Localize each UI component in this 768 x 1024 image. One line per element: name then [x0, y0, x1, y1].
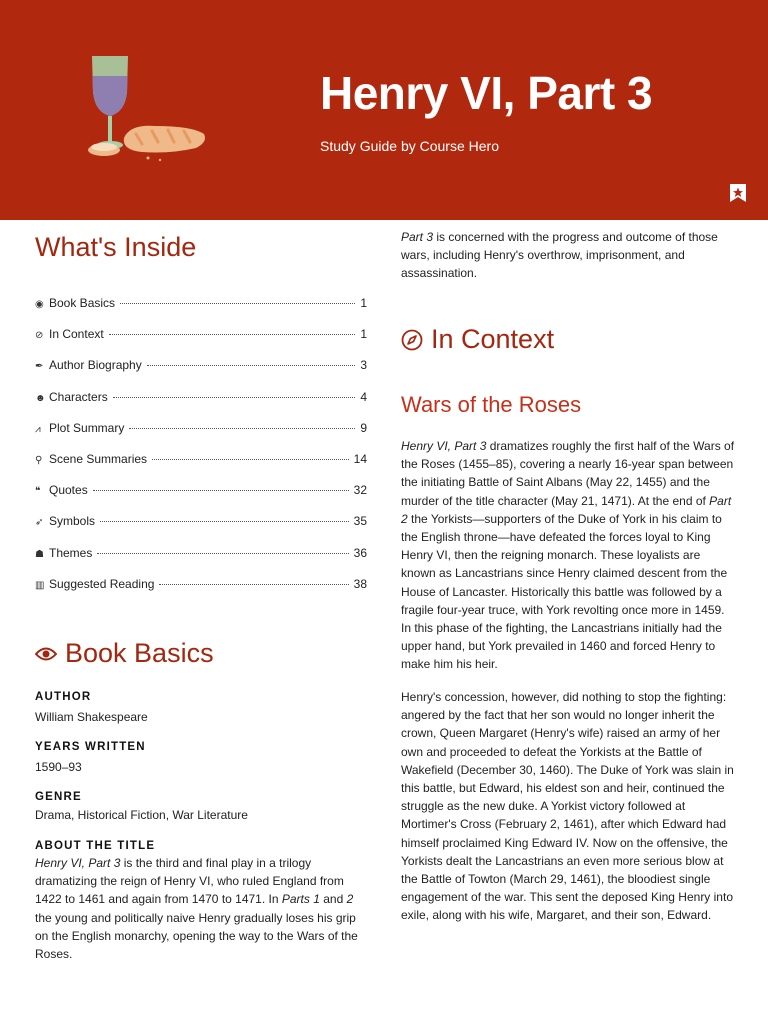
books-icon: ▥	[35, 579, 45, 591]
toc-page: 32	[353, 483, 367, 498]
book-basics-heading	[35, 638, 214, 669]
pen-nib-icon: ✒	[35, 361, 44, 373]
toc-label: Book Basics	[49, 296, 116, 310]
bookmark-star-icon[interactable]	[728, 183, 748, 203]
toc-leader	[120, 303, 355, 304]
toc-item-scene-summaries[interactable]	[35, 452, 367, 483]
toc-item-suggested-reading[interactable]	[35, 577, 367, 608]
toc-label: Characters	[49, 389, 108, 404]
compass-icon: ⊘	[35, 330, 44, 342]
genre-label: GENRE	[35, 791, 82, 803]
toc-label: Symbols	[49, 514, 96, 529]
toc-item-book-basics[interactable]	[35, 296, 367, 327]
author-value: William Shakespeare	[35, 710, 148, 724]
toc-page: 9	[360, 420, 367, 435]
toc-page: 3	[360, 358, 367, 373]
italic-title: Henry VI, Part 3	[35, 856, 121, 870]
toc-label: In Context	[49, 327, 104, 342]
toc-item-plot-summary[interactable]	[35, 421, 367, 452]
toc-leader	[93, 490, 349, 491]
bird-icon: ➶	[35, 517, 44, 529]
book-basics-heading-text: Book Basics	[65, 638, 214, 668]
text-run: dramatizes roughly the first half of the Wars of the Roses (1455–85), covering a nearly 16-year span between the initiating Battle of Saint Albans (May 22, 1455) and the murder of the title character (May 21, 1471). At the end of	[401, 439, 735, 508]
toc-label: Author Biography	[49, 358, 142, 373]
toc-item-author-biography[interactable]	[35, 358, 367, 389]
wars-paragraph-1	[401, 437, 736, 674]
toc-page: 1	[360, 296, 367, 310]
header-banner	[0, 0, 768, 220]
toc-label: Plot Summary	[49, 420, 125, 435]
text-run: the young and politically naive Henry gradually loses his grip on the English monarchy, opening the way to the Wars of the Roses.	[35, 910, 358, 962]
toc-leader	[129, 428, 355, 429]
toc-leader	[97, 553, 348, 554]
author-label: AUTHOR	[35, 691, 92, 703]
toc-leader	[100, 521, 349, 522]
toc-leader	[159, 584, 348, 585]
magnifier-icon: ⚲	[35, 454, 43, 466]
guide-subtitle: Study Guide by Course Hero	[320, 138, 499, 154]
text-run: is concerned with the progress and outcome of those wars, including Henry's overthrow, imprisonment, and assassination.	[401, 230, 718, 281]
wars-paragraph-2: Henry's concession, however, did nothing to stop the fighting: angered by the fact that her son would no longer inherit the crown, Queen Margaret (Henry's wife) raised an army of her own and proceeded to defeat the Yorkists at the Battle of Wakefield (December 30, 1460). The Duke of York was slain in this battle, but Edward, his eldest son and heir, continued the struggle as the new duke. A Yorkist victory followed at Mortimer's Cross (February 2, 1461), after which Edward had himself proclaimed King Edward IV. Now on the offensive, the Yorkists dealt the Lancastrians an even more serious blow at the Battle of Towton (March 29, 1461), the bloodiest single engagement of the war. This sent the deposed King Henry into exile, along with his wife, Margaret, and their son, Edward.	[401, 690, 734, 923]
in-context-heading	[401, 324, 554, 355]
italic-title: Part 3	[401, 230, 434, 244]
quote-icon: ❝	[35, 486, 41, 498]
italic-title: Part 2	[401, 493, 732, 526]
text-run: and	[319, 892, 347, 907]
text-run: the Yorkists—supporters of the Duke of York in his claim to the English throne—have defeated the forces loyal to King Henry VI, then the reigning monarch. These loyalists are known as Lancastrians since Henry claimed descent from the House of Lancaster. Historically this battle was followed by a fragile four-year truce, with York revolting once more in 1459. In this phase of the fighting, the Lancastrians initially had the upper hand, but York prevailed in 1460 and forced Henry to make him his heir.	[401, 511, 728, 672]
about-title-label: ABOUT THE TITLE	[35, 840, 156, 852]
toc-page: 35	[353, 514, 367, 529]
toc-leader	[147, 365, 356, 366]
italic-title: 2	[346, 892, 354, 907]
toc-page: 1	[360, 327, 367, 342]
whats-inside-heading: What's Inside	[35, 232, 197, 262]
toc-label: Scene Summaries	[49, 451, 148, 466]
eye-icon	[35, 646, 57, 662]
toc-item-themes[interactable]	[35, 546, 367, 577]
text-run: is the third and final play in a trilogy dramatizing the reign of Henry VI, who ruled England from 1422 to 1461 and again from 1470 to 1471. In	[35, 856, 344, 907]
toc-leader	[109, 334, 356, 335]
wars-of-the-roses-heading: Wars of the Roses	[401, 392, 582, 417]
about-title-text	[35, 854, 370, 963]
toc-page: 14	[353, 451, 367, 466]
toc-leader	[152, 459, 349, 460]
toc-label: Suggested Reading	[49, 576, 155, 591]
chart-icon: ⩘	[35, 423, 41, 435]
toc-label: Quotes	[49, 483, 88, 498]
italic-title: Parts 1	[281, 892, 320, 907]
toc-item-in-context[interactable]	[35, 327, 367, 358]
toc-label: Themes	[49, 545, 93, 560]
toc-item-characters[interactable]	[35, 390, 367, 421]
toc-item-symbols[interactable]	[35, 514, 367, 545]
intro-paragraph	[401, 228, 736, 283]
masks-icon: ☗	[35, 548, 44, 560]
toc-page: 36	[353, 545, 367, 560]
years-written-label: YEARS WRITTEN	[35, 741, 146, 753]
compass-icon	[401, 329, 423, 351]
wine-and-bread-illustration	[80, 50, 215, 165]
guide-title: Henry VI, Part 3	[320, 67, 653, 119]
genre-value: Drama, Historical Fiction, War Literature	[35, 808, 248, 822]
table-of-contents	[35, 296, 367, 608]
years-written-value: 1590–93	[35, 760, 82, 774]
eye-icon: ◉	[35, 299, 44, 310]
toc-leader	[113, 397, 356, 398]
toc-page: 38	[353, 576, 367, 591]
italic-title: Henry VI, Part 3	[401, 439, 487, 453]
in-context-heading-text: In Context	[431, 324, 555, 354]
toc-item-quotes[interactable]	[35, 483, 367, 514]
people-icon: ☻	[35, 392, 46, 404]
toc-page: 4	[360, 389, 367, 404]
